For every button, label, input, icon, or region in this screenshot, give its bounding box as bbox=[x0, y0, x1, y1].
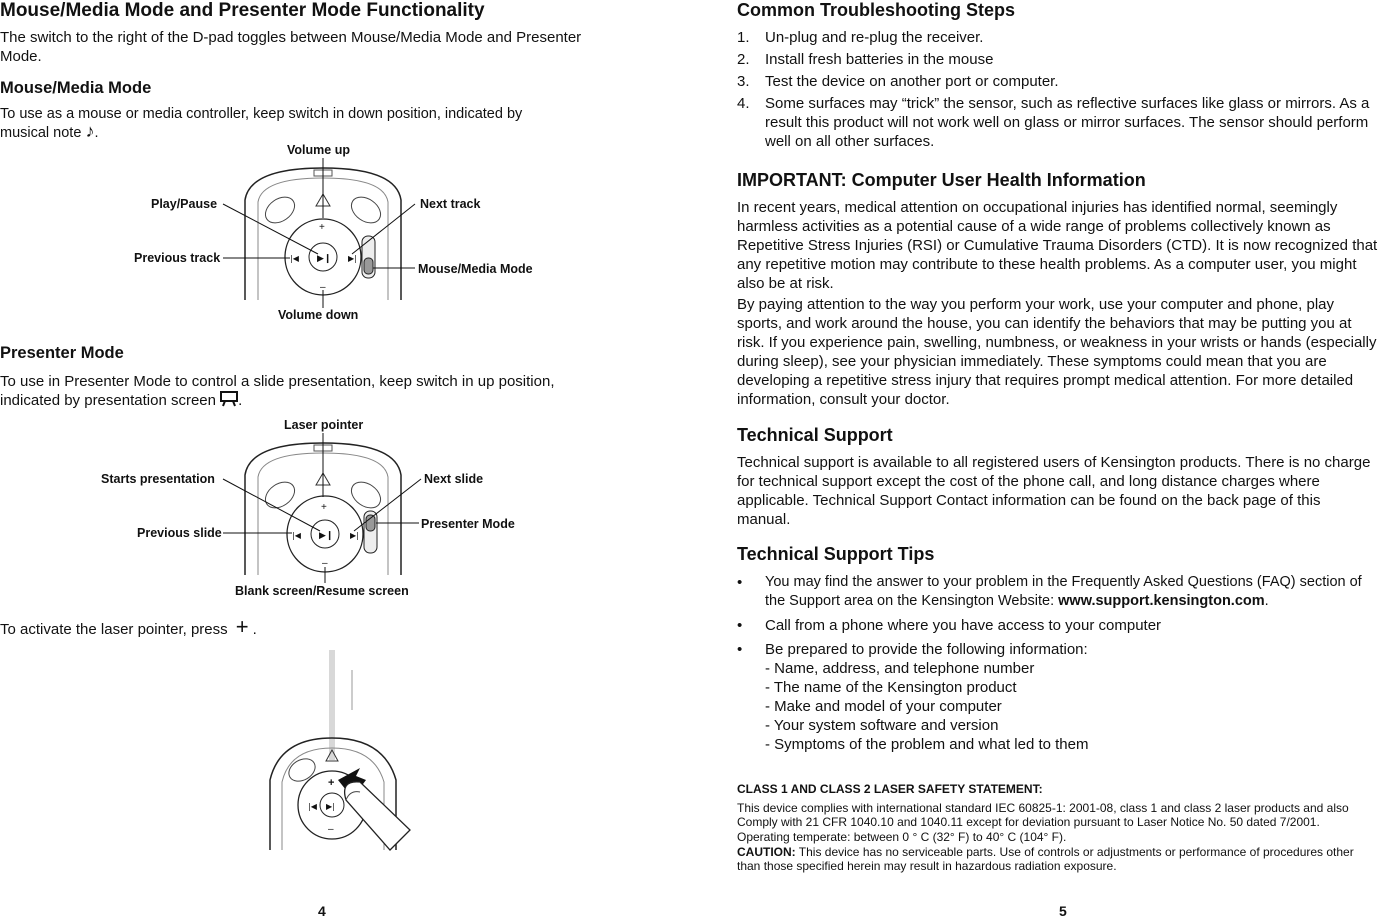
list-text: Un-plug and re-plug the receiver. bbox=[765, 29, 984, 46]
list-number: 2. bbox=[737, 51, 750, 68]
page-number-left: 4 bbox=[318, 903, 326, 919]
caution-paragraph bbox=[737, 845, 1377, 873]
label-volume-up: Volume up bbox=[287, 143, 350, 157]
list-text: Install fresh batteries in the mouse bbox=[765, 51, 994, 68]
label-starts-presentation: Starts presentation bbox=[101, 472, 215, 486]
page-title: Mouse/Media Mode and Presenter Mode Functionality bbox=[0, 0, 485, 21]
svg-text:+: + bbox=[321, 502, 327, 513]
list-text: Test the device on another port or computer. bbox=[765, 73, 1059, 90]
list-item bbox=[737, 640, 1383, 754]
svg-text:▶|: ▶| bbox=[326, 802, 335, 811]
tip-1-text bbox=[765, 573, 1380, 611]
svg-text:–: – bbox=[328, 824, 334, 835]
troubleshooting-list bbox=[737, 28, 1377, 151]
svg-text:|◀: |◀ bbox=[292, 531, 301, 540]
list-number: 1. bbox=[737, 29, 750, 46]
remote-illustration bbox=[0, 140, 600, 330]
presenter-mode-text bbox=[0, 372, 610, 410]
tech-support-text: Technical support is available to all registered users of Kensington products. There is no charge for technical support except the cost of the phone call, and long distance charges where applicable. Technical Support Contact information can be found on the back page of this manual. bbox=[737, 454, 1371, 528]
music-note-icon: ♪ bbox=[85, 121, 95, 141]
tip-2-text: Call from a phone where you have access to your computer bbox=[765, 617, 1162, 634]
presentation-screen-icon bbox=[220, 391, 238, 405]
bullet: • bbox=[737, 617, 743, 634]
mouse-mode-text bbox=[0, 105, 560, 143]
svg-text:▶|: ▶| bbox=[348, 254, 357, 263]
svg-text:–: – bbox=[322, 558, 328, 569]
mouse-mode-text-body: To use as a mouse or media controller, keep switch in down position, indicated by musical note bbox=[0, 106, 523, 141]
label-presenter-mode: Presenter Mode bbox=[421, 517, 515, 531]
troubleshooting-heading: Common Troubleshooting Steps bbox=[737, 0, 1015, 20]
svg-text:▶❙: ▶❙ bbox=[317, 254, 332, 264]
health-paragraph-2: By paying attention to the way you perform your work, use your computer and phone, play sports, and work around the house, you can identify the behaviors that may be putting you at risk. If you experience pain, swelling, numbness, or weakness in your wrists or hands (especially during sleep), see your physician immediately. These symptoms could mean that you are developing a repetitive stress injury that requires prompt medical attention. For more detailed information, consult your doctor. bbox=[737, 296, 1377, 408]
label-previous-slide: Previous slide bbox=[137, 526, 222, 540]
laser-activate-text-end: . bbox=[252, 621, 257, 638]
list-text: Some surfaces may “trick” the sensor, such as reflective surfaces like glass or mirrors. As a result this product will not work well on glass or mirror surfaces. The sensor should perform well on all other surfaces. bbox=[765, 95, 1370, 150]
sub-item: - Your system software and version bbox=[765, 717, 999, 734]
list-item bbox=[737, 50, 1377, 69]
presenter-mode-diagram bbox=[0, 415, 600, 605]
svg-text:|◀: |◀ bbox=[290, 254, 299, 263]
svg-text:▶❙: ▶❙ bbox=[319, 531, 334, 541]
tech-tips-list bbox=[737, 573, 1383, 754]
laser-safety-heading: CLASS 1 AND CLASS 2 LASER SAFETY STATEMENT: bbox=[737, 782, 1043, 796]
svg-text:–: – bbox=[320, 282, 326, 293]
mouse-mode-diagram bbox=[0, 140, 600, 330]
svg-text:+: + bbox=[328, 777, 335, 789]
health-paragraph-1: In recent years, medical attention on occupational injuries has identified normal, seemingly harmless activities as a potential cause of a wide range of problems collectively known as Repetitive Stress Injuries (RSI) or Cumulative Trauma Disorders (CTD). It is now recognized that any repetitive motion may contribute to these health problems. As a computer user, you might also be at risk. bbox=[737, 199, 1378, 292]
laser-safety-paragraph: This device complies with international standard IEC 60825-1: 2001-08, class 1 and class 2 laser products and also Comply with 21 CFR 1040.10 and 1040.11 except for deviation pursuant to Laser Notice No. 50 dated 7/2001. bbox=[737, 801, 1349, 829]
sub-item: - Name, address, and telephone number bbox=[765, 660, 1035, 677]
operating-temperature: Operating temperate: between 0 ° C (32° F) to 40° C (104° F). bbox=[737, 830, 1067, 844]
health-heading: IMPORTANT: Computer User Health Information bbox=[737, 170, 1146, 190]
mouse-mode-text-end: . bbox=[94, 125, 99, 141]
tech-support-heading: Technical Support bbox=[737, 425, 893, 445]
tech-tips-heading: Technical Support Tips bbox=[737, 544, 935, 564]
label-volume-down: Volume down bbox=[278, 308, 359, 322]
mouse-mode-heading: Mouse/Media Mode bbox=[0, 79, 152, 97]
bullet: • bbox=[737, 574, 743, 591]
sub-item: - Make and model of your computer bbox=[765, 698, 1002, 715]
bullet: • bbox=[737, 641, 743, 658]
laser-activate-text-body: To activate the laser pointer, press bbox=[0, 621, 228, 638]
support-website-link[interactable]: www.support.kensington.com bbox=[1058, 593, 1265, 609]
presenter-mode-text-end: . bbox=[238, 392, 243, 409]
svg-text:|◀: |◀ bbox=[308, 802, 317, 811]
tip-1-end: . bbox=[1264, 593, 1269, 609]
label-mouse-media-mode: Mouse/Media Mode bbox=[418, 262, 533, 276]
right-page bbox=[737, 0, 1383, 919]
list-item bbox=[737, 28, 1377, 47]
label-previous-track: Previous track bbox=[134, 251, 221, 265]
label-play-pause: Play/Pause bbox=[151, 197, 218, 211]
caution-label: CAUTION: bbox=[737, 845, 796, 859]
svg-text:▶|: ▶| bbox=[350, 531, 359, 540]
list-item bbox=[737, 616, 1383, 635]
svg-text:+: + bbox=[319, 222, 325, 233]
list-number: 3. bbox=[737, 73, 750, 90]
list-number: 4. bbox=[737, 95, 750, 112]
list-item bbox=[737, 573, 1383, 611]
presenter-mode-text-body: To use in Presenter Mode to control a slide presentation, keep switch in up position, indicated by presentation screen bbox=[0, 373, 555, 409]
remote-illustration-presenter bbox=[0, 415, 600, 605]
presenter-mode-heading: Presenter Mode bbox=[0, 344, 124, 362]
laser-illustration bbox=[250, 650, 450, 850]
caution-text: This device has no serviceable parts. Use of controls or adjustments or performance of procedures other than those specified herein may result in hazardous radiation exposure. bbox=[737, 845, 1354, 873]
tip-3-text: Be prepared to provide the following information: bbox=[765, 641, 1088, 658]
label-laser-pointer: Laser pointer bbox=[284, 418, 364, 432]
sub-item: - The name of the Kensington product bbox=[765, 679, 1017, 696]
tip-1-body: You may find the answer to your problem in the Frequently Asked Questions (FAQ) section of the Support area on the Kensington Website: bbox=[765, 574, 1362, 609]
list-item bbox=[737, 94, 1377, 151]
plus-icon: + bbox=[235, 614, 249, 639]
list-item bbox=[737, 72, 1377, 91]
intro-text: The switch to the right of the D-pad toggles between Mouse/Media Mode and Presenter Mode. bbox=[0, 29, 582, 65]
left-page bbox=[0, 0, 640, 919]
laser-activate-text bbox=[0, 614, 257, 639]
label-blank-screen: Blank screen/Resume screen bbox=[235, 584, 409, 598]
page-number-right: 5 bbox=[1059, 903, 1067, 919]
label-next-track: Next track bbox=[420, 197, 481, 211]
sub-item: - Symptoms of the problem and what led to them bbox=[765, 736, 1089, 753]
label-next-slide: Next slide bbox=[424, 472, 484, 486]
